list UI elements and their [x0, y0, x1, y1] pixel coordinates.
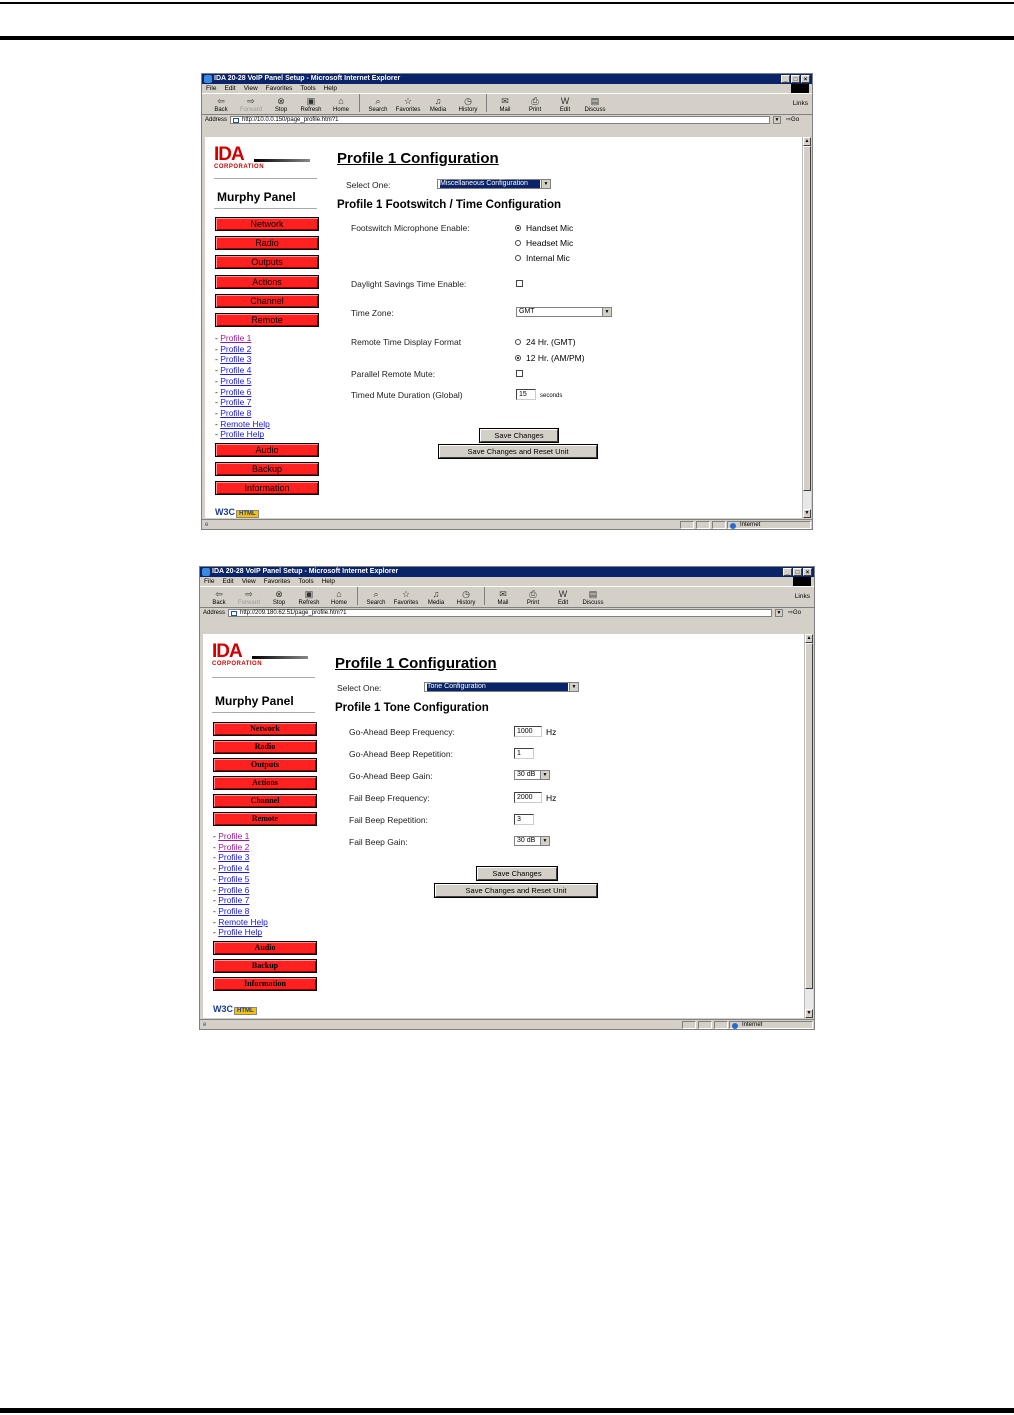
home-button[interactable]: ⌂ Home [332, 96, 349, 113]
scroll-up-icon[interactable]: ▲ [804, 138, 810, 144]
radio-headset-mic[interactable]: Headset Mic [515, 238, 573, 248]
field-label: Go-Ahead Beep Frequency: [349, 727, 455, 737]
page-bottom-rule [0, 1408, 1014, 1413]
minimize-icon[interactable]: _ [781, 75, 790, 83]
ida-logo: IDA CORPORATION [212, 643, 310, 669]
stop-icon: ⊗ [277, 96, 285, 106]
parallel-mute-checkbox[interactable] [516, 370, 523, 377]
link-profile-1[interactable]: Profile 1 [218, 831, 250, 841]
menu-bar [200, 577, 814, 586]
section-title: Profile 1 Footswitch / Time Configuration [337, 199, 562, 211]
section-title: Profile 1 Tone Configuration [335, 702, 489, 714]
home-button[interactable]: ⌂ Home [330, 589, 347, 606]
radio-internal-mic[interactable]: Internal Mic [515, 253, 570, 263]
edit-icon: W [560, 96, 570, 106]
goahead-repetition-input[interactable]: 1 [514, 748, 534, 759]
address-label: Address [205, 117, 228, 123]
profile-links [213, 831, 268, 938]
link-profile-help[interactable]: Profile Help [218, 927, 263, 938]
refresh-button[interactable]: ▣ Refresh [300, 96, 322, 113]
address-bar [200, 608, 814, 618]
vertical-scrollbar[interactable] [804, 634, 813, 1018]
close-icon[interactable]: × [801, 75, 810, 83]
history-icon: ◷ [464, 96, 472, 106]
list-item: - Profile Help [213, 927, 263, 938]
status-page-icon: e [205, 522, 209, 528]
media-button[interactable]: ♫ Media [429, 96, 447, 113]
favorites-button[interactable]: ☆ Favorites [395, 96, 421, 113]
chevron-down-icon: ▼ [602, 308, 611, 316]
mail-icon: ✉ [499, 589, 507, 599]
forward-arrow-icon: ⇨ [247, 96, 255, 106]
ida-logo: IDA CORPORATION [214, 146, 312, 172]
discuss-icon: ▤ [590, 96, 600, 106]
link-profile-6[interactable]: Profile 6 [218, 884, 250, 895]
list-item: - Profile 3 [213, 852, 250, 863]
field-label: Go-Ahead Beep Repetition: [349, 749, 453, 759]
page-content [203, 634, 804, 1018]
forward-arrow-icon: ⇨ [245, 589, 253, 599]
print-button[interactable]: ⎙ Print [526, 589, 540, 606]
list-item: - Profile 2 [215, 343, 252, 354]
link-profile-4[interactable]: Profile 4 [218, 863, 250, 874]
favorites-icon: ☆ [401, 589, 411, 599]
edit-icon: W [558, 589, 568, 599]
back-arrow-icon: ⇦ [215, 589, 223, 599]
field-label: Go-Ahead Beep Gain: [349, 771, 433, 781]
link-profile-5[interactable]: Profile 5 [218, 873, 250, 884]
status-page-icon: e [203, 1022, 207, 1028]
status-cell [682, 1021, 696, 1029]
toolbar-separator [486, 94, 487, 112]
save-reset-button[interactable]: Save Changes and Reset Unit [435, 884, 597, 897]
chevron-down-icon: ▼ [540, 771, 549, 779]
w3c-html-badge[interactable]: W3C HTML [215, 507, 259, 517]
media-icon: ♫ [434, 96, 442, 106]
status-cell [696, 521, 710, 529]
link-profile-3[interactable]: Profile 3 [220, 354, 252, 365]
list-item: - Profile 7 [213, 895, 250, 906]
globe-icon [730, 523, 736, 529]
status-bar [202, 519, 812, 529]
daylight-label: Daylight Savings Time Enable: [351, 279, 467, 289]
media-button[interactable]: ♫ Media [427, 589, 445, 606]
link-profile-5[interactable]: Profile 5 [220, 375, 252, 386]
favorites-icon: ☆ [403, 96, 413, 106]
nav-backup[interactable]: Backup [213, 959, 317, 973]
menu-edit[interactable]: Edit [224, 85, 236, 92]
fail-repetition-input[interactable]: 3 [514, 814, 534, 825]
scroll-thumb[interactable] [803, 146, 811, 491]
list-item: - Profile 4 [213, 863, 250, 874]
menu-help[interactable]: Help [323, 85, 337, 92]
print-button[interactable]: ⎙ Print [528, 96, 542, 113]
timezone-select[interactable]: GMT ▼ [516, 307, 612, 317]
nav-information[interactable]: Information [213, 977, 317, 991]
sidebar-divider [214, 178, 317, 179]
page-top-rule [0, 2, 1014, 4]
profile-links [215, 333, 270, 440]
scroll-down-icon[interactable]: ▼ [806, 1010, 812, 1016]
vertical-scrollbar[interactable] [802, 137, 811, 518]
nav-outputs[interactable]: Outputs [213, 758, 317, 772]
refresh-icon: ▣ [304, 589, 314, 599]
list-item: - Profile 4 [215, 365, 252, 376]
link-remote-help[interactable]: Remote Help [218, 916, 268, 927]
radio-selected-icon [515, 355, 521, 361]
maximize-icon[interactable]: □ [791, 75, 800, 83]
goahead-gain-select[interactable]: 30 dB ▼ [514, 770, 550, 780]
menu-edit[interactable]: Edit [222, 578, 234, 585]
mail-button[interactable]: ✉ Mail [499, 96, 511, 113]
radio-icon [515, 255, 521, 261]
history-button[interactable]: ◷ History [458, 96, 478, 113]
search-icon: ⌕ [375, 96, 381, 106]
nav-remote[interactable]: Remote [213, 812, 317, 826]
panel-name: Murphy Panel [215, 694, 294, 708]
save-reset-button[interactable]: Save Changes and Reset Unit [439, 445, 597, 458]
nav-outputs[interactable]: Outputs [215, 255, 319, 269]
browser-window-2 [199, 566, 815, 1030]
nav-radio[interactable]: Radio [215, 236, 319, 250]
link-profile-1[interactable]: Profile 1 [220, 333, 252, 343]
toolbar [202, 93, 812, 115]
refresh-button[interactable]: ▣ Refresh [298, 589, 320, 606]
address-dropdown-icon[interactable]: ▼ [776, 610, 782, 616]
menu-file[interactable]: File [206, 85, 217, 92]
link-profile-8[interactable]: Profile 8 [220, 407, 252, 418]
menu-file[interactable]: File [204, 578, 215, 585]
save-button[interactable]: Save Changes [480, 429, 558, 442]
timed-mute-input[interactable]: 15 [516, 389, 536, 400]
menu-view[interactable]: View [243, 85, 258, 92]
status-bar [200, 1019, 814, 1029]
refresh-icon: ▣ [306, 96, 316, 106]
radio-12hr[interactable]: 12 Hr. (AM/PM) [515, 353, 585, 363]
select-label: Select One: [337, 683, 382, 693]
page-title: Profile 1 Configuration [335, 655, 497, 672]
forward-button[interactable]: ⇨ Forward [239, 96, 262, 113]
list-item: - Profile 6 [213, 884, 250, 895]
select-label: Select One: [346, 180, 391, 190]
timezone-label: Time Zone: [351, 308, 394, 318]
link-profile-help[interactable]: Profile Help [220, 429, 265, 440]
links-label[interactable]: Links [794, 593, 810, 600]
list-item: - Profile 5 [213, 873, 250, 884]
favorites-button[interactable]: ☆ Favorites [393, 589, 419, 606]
window-title: IDA 20-28 VoIP Panel Setup - Microsoft Internet Explorer [214, 75, 401, 82]
link-profile-2[interactable]: Profile 2 [218, 841, 250, 852]
page-icon [231, 611, 237, 616]
stop-icon: ⊗ [275, 589, 283, 599]
menu-tools[interactable]: Tools [298, 578, 314, 585]
status-cell [714, 1021, 728, 1029]
forward-button[interactable]: ⇨ Forward [237, 589, 260, 606]
list-item: - Profile 7 [215, 397, 252, 408]
go-button[interactable]: ⇨Go [786, 117, 800, 123]
history-button[interactable]: ◷ History [456, 589, 476, 606]
link-profile-7[interactable]: Profile 7 [218, 895, 250, 906]
search-button[interactable]: ⌕ Search [366, 589, 386, 606]
page-header-rule [0, 36, 1014, 40]
back-arrow-icon: ⇦ [217, 96, 225, 106]
security-zone: Internet [727, 521, 811, 529]
window-controls [781, 75, 810, 83]
media-icon: ♫ [432, 589, 440, 599]
list-item: - Profile 8 [215, 407, 252, 418]
maximize-icon[interactable]: □ [793, 568, 802, 576]
security-zone: Internet [729, 1021, 813, 1029]
link-profile-2[interactable]: Profile 2 [220, 343, 252, 354]
page-title: Profile 1 Configuration [337, 150, 499, 167]
go-button[interactable]: ⇨Go [788, 610, 802, 616]
nav-network[interactable]: Network [215, 217, 319, 231]
toolbar-separator [359, 94, 360, 112]
parallel-mute-label: Parallel Remote Mute: [351, 369, 436, 379]
address-input[interactable]: http://10.0.0.150/page_profile.htm?1 [230, 116, 770, 124]
sidebar-divider [212, 712, 315, 713]
list-item: - Profile 6 [215, 386, 252, 397]
discuss-button[interactable]: ▤ Discuss [582, 589, 604, 606]
radio-handset-mic[interactable]: Handset Mic [515, 223, 573, 233]
link-profile-6[interactable]: Profile 6 [220, 386, 252, 397]
radio-icon [515, 339, 521, 345]
address-input[interactable]: http://209.180.62.51/page_profile.htm?1 [228, 609, 772, 617]
title-bar [202, 74, 812, 84]
link-profile-7[interactable]: Profile 7 [220, 397, 252, 408]
radio-selected-icon [515, 225, 521, 231]
save-button[interactable]: Save Changes [477, 867, 557, 880]
history-icon: ◷ [462, 589, 470, 599]
footswitch-label: Footswitch Microphone Enable: [351, 223, 470, 233]
list-item: - Remote Help [213, 916, 268, 927]
menu-favorites[interactable]: Favorites [263, 578, 291, 585]
address-bar [202, 115, 812, 125]
nav-audio[interactable]: Audio [215, 443, 319, 457]
nav-audio[interactable]: Audio [213, 941, 317, 955]
edit-button[interactable]: W Edit [559, 96, 571, 113]
nav-remote[interactable]: Remote [215, 313, 319, 327]
menu-view[interactable]: View [241, 578, 256, 585]
sidebar-divider [214, 208, 317, 209]
timed-mute-unit: seconds [540, 393, 563, 399]
scroll-thumb[interactable] [805, 643, 813, 989]
nav-backup[interactable]: Backup [215, 462, 319, 476]
status-cell [712, 521, 726, 529]
menu-bar [202, 84, 812, 93]
list-item: - Profile 2 [213, 841, 250, 852]
address-dropdown-icon[interactable]: ▼ [774, 117, 780, 123]
list-item: - Profile 1 [213, 831, 250, 841]
print-icon: ⎙ [531, 96, 539, 106]
mail-icon: ✉ [501, 96, 509, 106]
stop-button[interactable]: ⊗ Stop [272, 589, 286, 606]
field-label: Fail Beep Repetition: [349, 815, 428, 825]
toolbar [200, 586, 814, 608]
home-icon: ⌂ [338, 96, 344, 106]
field-unit: Hz [546, 793, 557, 803]
radio-24hr[interactable]: 24 Hr. (GMT) [515, 337, 576, 347]
link-profile-4[interactable]: Profile 4 [220, 365, 252, 376]
menu-help[interactable]: Help [321, 578, 335, 585]
timed-mute-label: Timed Mute Duration (Global) [351, 390, 463, 400]
list-item: - Profile Help [215, 429, 265, 440]
list-item: - Profile 3 [215, 354, 252, 365]
windows-logo-icon [793, 577, 811, 586]
list-item: - Remote Help [215, 418, 270, 429]
chevron-down-icon: ▼ [541, 180, 550, 188]
edit-button[interactable]: W Edit [557, 589, 569, 606]
back-button[interactable]: ⇦ Back [214, 96, 228, 113]
search-icon: ⌕ [373, 589, 379, 599]
goahead-frequency-input[interactable]: 1000 [514, 726, 542, 737]
browser-window-1 [201, 73, 813, 530]
link-remote-help[interactable]: Remote Help [220, 418, 270, 429]
list-item: - Profile 1 [215, 333, 252, 343]
back-button[interactable]: ⇦ Back [212, 589, 226, 606]
menu-favorites[interactable]: Favorites [265, 85, 293, 92]
scroll-down-icon[interactable]: ▼ [804, 510, 810, 516]
link-profile-3[interactable]: Profile 3 [218, 852, 250, 863]
radio-icon [515, 240, 521, 246]
chevron-down-icon: ▼ [540, 837, 549, 845]
ie-icon [202, 568, 210, 576]
toolbar-separator [484, 587, 485, 605]
fail-gain-select[interactable]: 30 dB ▼ [514, 836, 550, 846]
window-controls [783, 568, 812, 576]
close-icon[interactable]: × [803, 568, 812, 576]
nav-actions[interactable]: Actions [213, 776, 317, 790]
chevron-down-icon: ▼ [569, 683, 578, 691]
status-cell [680, 521, 694, 529]
search-button[interactable]: ⌕ Search [368, 96, 388, 113]
sidebar-divider [212, 677, 315, 678]
field-label: Fail Beep Gain: [349, 837, 408, 847]
list-item: - Profile 8 [213, 905, 250, 916]
status-cell [698, 1021, 712, 1029]
page-icon [233, 118, 239, 123]
toolbar-separator [357, 587, 358, 605]
menu-tools[interactable]: Tools [300, 85, 316, 92]
w3c-html-badge[interactable]: W3C HTML [213, 1004, 257, 1014]
time-format-label: Remote Time Display Format [351, 337, 462, 347]
daylight-checkbox[interactable] [516, 280, 523, 287]
print-icon: ⎙ [529, 589, 537, 599]
config-select[interactable]: Tone Configuration ▼ [424, 682, 579, 692]
home-icon: ⌂ [336, 589, 342, 599]
ie-icon [204, 75, 212, 83]
minimize-icon[interactable]: _ [783, 568, 792, 576]
windows-logo-icon [791, 84, 809, 93]
field-unit: Hz [546, 727, 557, 737]
list-item: - Profile 5 [215, 375, 252, 386]
config-select[interactable]: Miscellaneous Configuration ▼ [437, 179, 551, 189]
nav-actions[interactable]: Actions [215, 275, 319, 289]
nav-radio[interactable]: Radio [213, 740, 317, 754]
panel-name: Murphy Panel [217, 190, 296, 204]
scroll-up-icon[interactable]: ▲ [806, 635, 812, 641]
address-label: Address [203, 610, 226, 616]
discuss-button[interactable]: ▤ Discuss [584, 96, 606, 113]
title-bar [200, 567, 814, 577]
page-content [205, 137, 802, 518]
nav-information[interactable]: Information [215, 481, 319, 495]
fail-frequency-input[interactable]: 2000 [514, 792, 542, 803]
discuss-icon: ▤ [588, 589, 598, 599]
window-title: IDA 20-28 VoIP Panel Setup - Microsoft Internet Explorer [212, 568, 399, 575]
mail-button[interactable]: ✉ Mail [497, 589, 509, 606]
globe-icon [732, 1023, 738, 1029]
nav-channel[interactable]: Channel [215, 294, 319, 308]
field-label: Fail Beep Frequency: [349, 793, 430, 803]
nav-network[interactable]: Network [213, 722, 317, 736]
nav-channel[interactable]: Channel [213, 794, 317, 808]
link-profile-8[interactable]: Profile 8 [218, 905, 250, 916]
stop-button[interactable]: ⊗ Stop [274, 96, 288, 113]
links-label[interactable]: Links [792, 100, 808, 107]
